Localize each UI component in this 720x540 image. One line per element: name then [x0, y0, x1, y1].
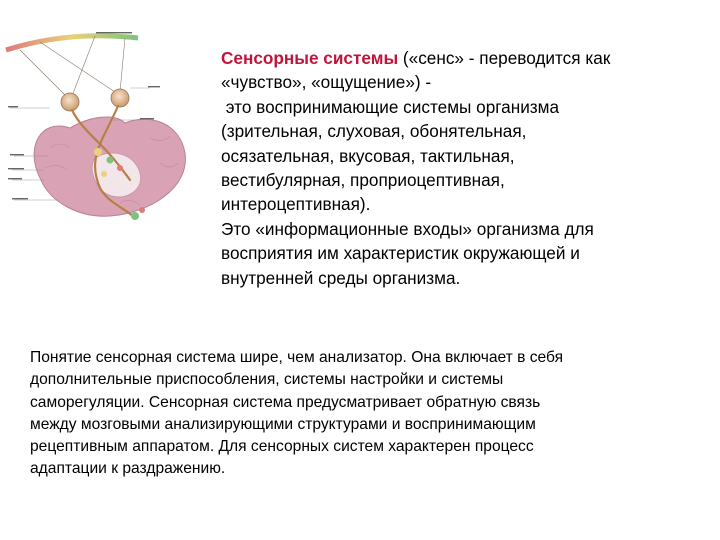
visual-field-arc [6, 36, 138, 50]
paragraph-line: саморегуляции. Сенсорная система предусматривает обратную связь [30, 393, 541, 411]
right-eye [111, 89, 129, 107]
definition-block [221, 46, 691, 290]
definition-line: это воспринимающие системы организма [221, 96, 560, 117]
definition-line: «чувство», «ощущение») - [221, 72, 432, 93]
left-eye [61, 93, 79, 111]
term-heading: Сенсорные системы [221, 48, 399, 68]
definition-line-1 [221, 46, 691, 70]
definition-line: (зрительная, слуховая, обонятельная, [221, 121, 527, 142]
definition-text: («сенс» - переводится как [398, 48, 611, 68]
paragraph-line: между мозговыми анализирующими структурами и воспринимающим [30, 415, 536, 433]
purpose-line: Это «информационные входы» организма для [221, 218, 594, 239]
paragraph-line: дополнительные приспособления, системы настройки и системы [30, 371, 504, 389]
paragraph-line: Понятие сенсорная система шире, чем анализатор. Она включает в себя [30, 349, 564, 366]
paragraph-line: рецептивным аппаратом. Для сенсорных систем характерен процесс [30, 438, 534, 456]
paragraph-line: адаптации к раздражению. [30, 460, 226, 478]
purpose-line: восприятия им характеристик окружающей и [221, 243, 580, 264]
secondary-paragraph [30, 347, 670, 481]
purpose-line: внутренней среды организма. [221, 267, 461, 288]
definition-line: интероцептивная). [221, 194, 371, 215]
visual-pathway-illustration [0, 28, 200, 228]
definition-line: вестибулярная, проприоцептивная, [221, 170, 505, 191]
projection-lines [20, 36, 125, 98]
definition-line: осязательная, вкусовая, тактильная, [221, 145, 515, 166]
